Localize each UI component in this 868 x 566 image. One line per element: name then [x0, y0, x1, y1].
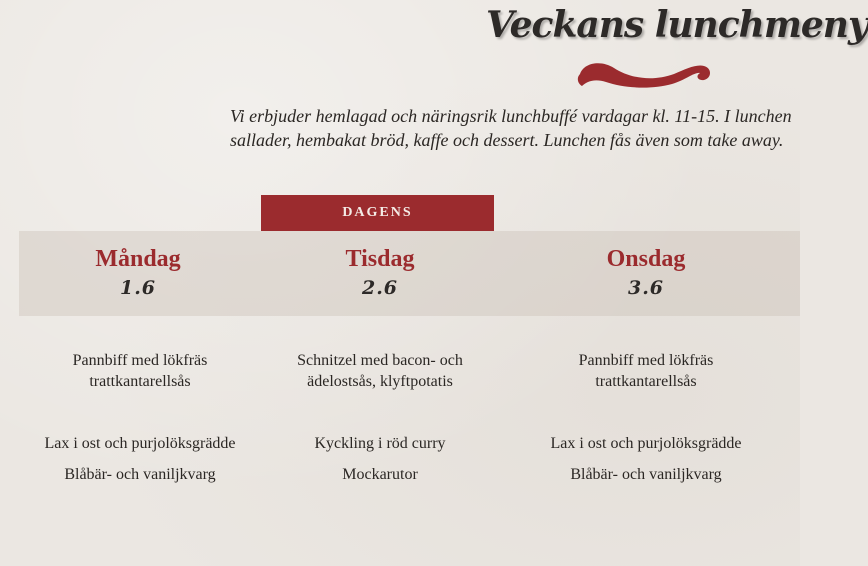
menu-item-tuesday-1 — [260, 350, 500, 392]
intro-line: sallader, hembakat bröd, kaffe och dessert. Lunchen fås även som take away. — [230, 130, 784, 150]
menu-item-line: Pannbiff med lökfräs — [72, 352, 208, 369]
day-name: Onsdag — [606, 246, 686, 272]
menu-item-wednesday-dessert: Blåbär- och vaniljkvarg — [570, 466, 722, 483]
menu-item-line: Schnitzel med bacon- och — [297, 352, 463, 369]
intro-line: Vi erbjuder hemlagad och näringsrik lunchbuffé vardagar kl. 11-15. I lunchen — [230, 106, 792, 126]
menu-item-monday-2: Lax i ost och purjolöksgrädde — [44, 435, 236, 452]
menu-item-wednesday-2: Lax i ost och purjolöksgrädde — [550, 435, 742, 452]
menu-item-wednesday-1 — [526, 350, 766, 392]
menu-item-line: ädelostsås, klyftpotatis — [307, 373, 453, 390]
day-header-wednesday — [526, 231, 766, 299]
day-date: 1.6 — [119, 277, 157, 299]
menu-item-line: trattkantarellsås — [89, 373, 191, 390]
day-name: Tisdag — [345, 246, 415, 272]
day-name: Måndag — [95, 246, 181, 272]
menu-item-tuesday-dessert: Mockarutor — [342, 466, 418, 483]
day-date: 2.6 — [361, 277, 399, 299]
menu-item-tuesday-2: Kyckling i röd curry — [314, 435, 446, 452]
intro-text — [230, 104, 800, 152]
menu-item-monday-1 — [20, 350, 260, 392]
flourish-ornament-icon — [574, 58, 714, 92]
day-date: 3.6 — [627, 277, 665, 299]
menu-item-monday-dessert: Blåbär- och vaniljkvarg — [64, 466, 216, 483]
menu-item-line: Pannbiff med lökfräs — [578, 352, 714, 369]
dagens-tab[interactable]: DAGENS — [261, 195, 494, 231]
page-title: Veckans lunchmeny — [486, 4, 868, 46]
day-header-monday — [18, 231, 258, 299]
menu-item-line: trattkantarellsås — [595, 373, 697, 390]
day-header-tuesday — [260, 231, 500, 299]
